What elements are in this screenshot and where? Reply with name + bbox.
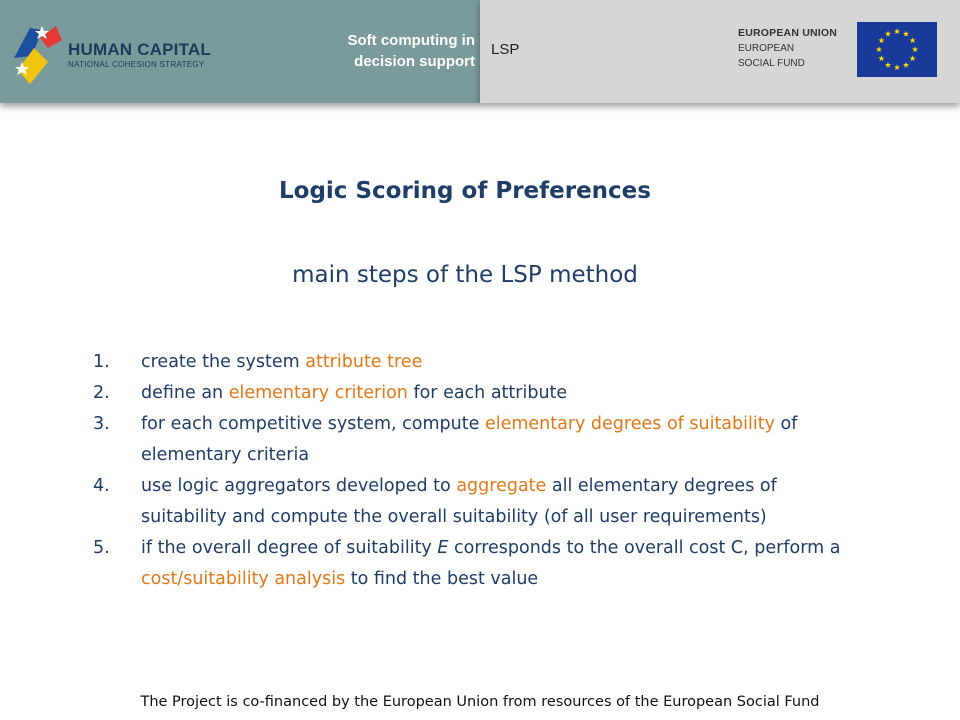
step-highlight: aggregate	[456, 476, 547, 496]
slide-header	[0, 0, 960, 103]
step-highlight: elementary degrees of suitability	[484, 414, 775, 434]
step-text: define an	[141, 383, 229, 403]
step-number: 1.	[93, 352, 110, 372]
eu-label	[738, 26, 837, 71]
slide-subtitle: main steps of the LSP method	[292, 262, 638, 288]
step-text: for each attribute	[407, 383, 568, 403]
step-item	[93, 378, 843, 409]
step-text: if the overall degree of suitability	[141, 538, 438, 558]
course-title	[290, 30, 475, 72]
step-item	[93, 409, 843, 471]
eu-label-line2: EUROPEAN	[738, 43, 795, 54]
eu-label-line3: SOCIAL FUND	[738, 58, 805, 69]
step-item	[93, 533, 843, 595]
step-highlight: elementary criterion	[228, 383, 408, 403]
step-text: E	[437, 538, 449, 558]
step-text: of elementary criteria	[141, 414, 798, 465]
step-text: all elementary degrees of suitability and compute the overall suitability (of all user requirements)	[141, 476, 777, 527]
step-number: 2.	[93, 383, 110, 403]
step-text: create the system	[141, 352, 306, 372]
step-text: corresponds to the overall cost C, perform a	[448, 538, 841, 558]
eu-label-line1: EUROPEAN UNION	[738, 27, 838, 39]
step-highlight: attribute tree	[305, 352, 423, 372]
step-number: 5.	[93, 538, 110, 558]
logo-subtitle: NATIONAL COHESION STRATEGY	[68, 60, 205, 69]
step-highlight: cost/suitability analysis	[141, 569, 346, 589]
footer-note: The Project is co-financed by the European Union from resources of the European Social Fund	[140, 694, 820, 710]
eu-flag-icon	[857, 22, 937, 77]
slide-title: Logic Scoring of Preferences	[279, 178, 651, 204]
step-number: 4.	[93, 476, 110, 496]
step-item	[93, 347, 843, 378]
course-title-line1: Soft computing in	[347, 32, 475, 49]
step-number: 3.	[93, 414, 110, 434]
course-title-line2: decision support	[354, 53, 475, 70]
header-left-panel	[0, 0, 480, 103]
step-text: use logic aggregators developed to	[141, 476, 457, 496]
steps-list	[93, 347, 843, 595]
topic-label: LSP	[491, 41, 520, 58]
step-item	[93, 471, 843, 533]
step-text: for each competitive system, compute	[141, 414, 485, 434]
logo-title: HUMAN CAPITAL	[68, 40, 211, 59]
step-text: to find the best value	[345, 569, 539, 589]
